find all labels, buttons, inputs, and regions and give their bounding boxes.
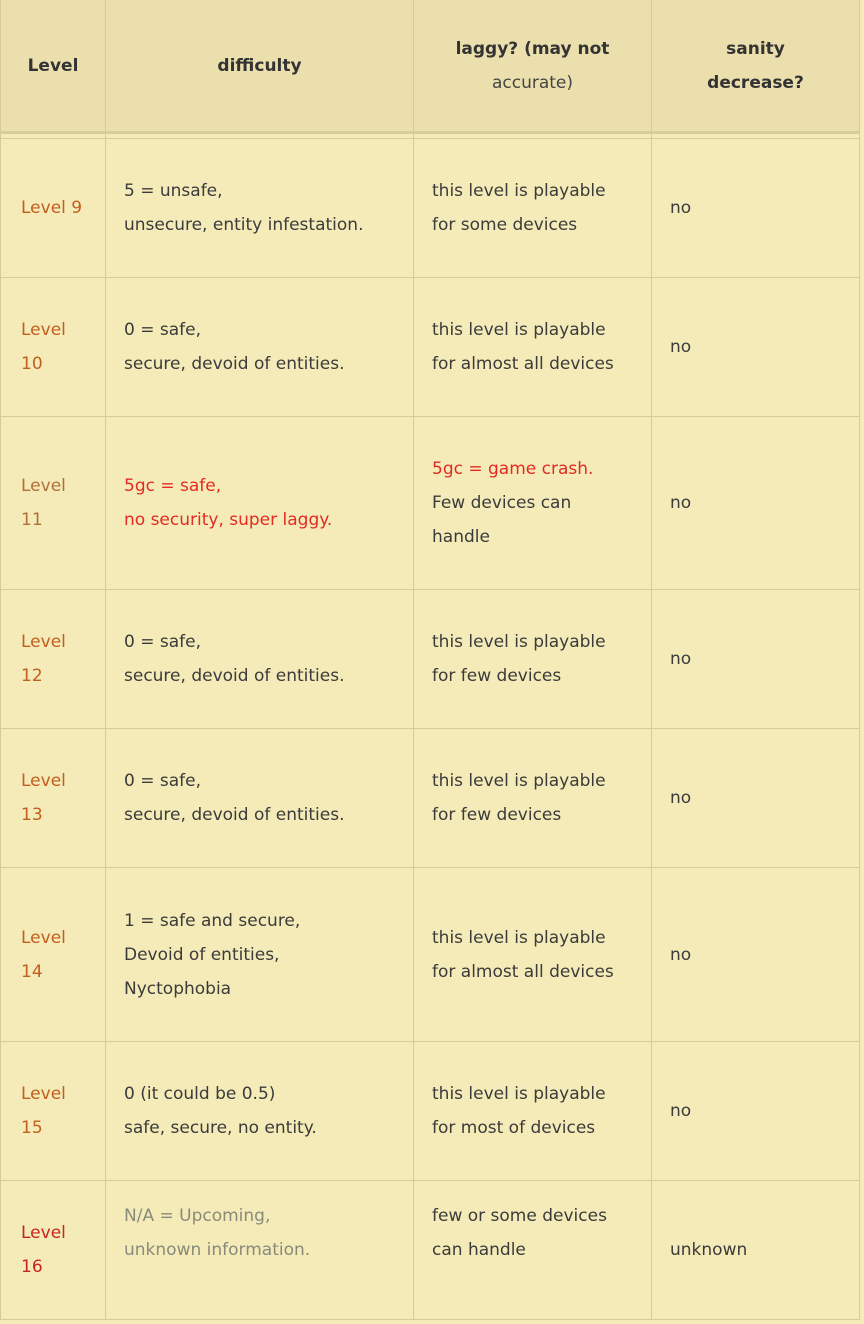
laggy-line: this level is playable <box>432 181 606 201</box>
laggy-line: Few devices can <box>432 493 572 513</box>
difficulty-cell <box>106 729 414 868</box>
laggy-line: this level is playable <box>432 1084 606 1104</box>
level-link-number[interactable]: 13 <box>21 805 43 825</box>
difficulty-cell <box>106 417 414 590</box>
sanity-cell: no <box>652 417 860 590</box>
level-link-number[interactable]: 15 <box>21 1118 43 1138</box>
level-link-number[interactable]: 11 <box>21 510 43 530</box>
difficulty-line: 0 = safe, <box>124 632 201 652</box>
difficulty-cell <box>106 1181 414 1320</box>
difficulty-line: 5 = unsafe, <box>124 181 223 201</box>
laggy-cell <box>414 729 652 868</box>
difficulty-line-warning: no security, super laggy. <box>124 510 333 530</box>
difficulty-cell <box>106 278 414 417</box>
level-link-label[interactable]: Level <box>21 320 66 340</box>
level-link[interactable] <box>1 729 106 868</box>
laggy-line: this level is playable <box>432 632 606 652</box>
level-link[interactable] <box>1 1181 106 1320</box>
table-row <box>1 729 860 868</box>
laggy-cell <box>414 278 652 417</box>
difficulty-line: Nyctophobia <box>124 978 232 999</box>
header-level: Level <box>1 0 106 133</box>
sanity-cell: no <box>652 139 860 278</box>
laggy-line: handle <box>432 527 490 547</box>
header-laggy <box>414 0 652 133</box>
laggy-line: for few devices <box>432 805 562 825</box>
difficulty-line: safe, secure, no entity. <box>124 1118 317 1138</box>
laggy-line-warning: 5gc = game crash. <box>432 459 594 479</box>
level-link[interactable] <box>1 139 106 278</box>
difficulty-line: secure, devoid of entities. <box>124 354 345 374</box>
difficulty-line-muted: unknown information. <box>124 1240 311 1260</box>
header-sanity <box>652 0 860 133</box>
sanity-cell: no <box>652 1042 860 1181</box>
level-link[interactable] <box>1 868 106 1042</box>
table-row <box>1 1042 860 1181</box>
header-sanity-line2: decrease? <box>707 72 804 93</box>
level-link-label[interactable]: Level <box>21 632 66 652</box>
laggy-line: for few devices <box>432 666 562 686</box>
difficulty-line: secure, devoid of entities. <box>124 805 345 825</box>
level-link-number[interactable]: 14 <box>21 961 43 982</box>
level-link[interactable] <box>1 278 106 417</box>
laggy-line: this level is playable <box>432 927 606 948</box>
laggy-line: for almost all devices <box>432 354 614 374</box>
table-row <box>1 868 860 1042</box>
table-row <box>1 1181 860 1320</box>
table-row <box>1 417 860 590</box>
sanity-cell: no <box>652 868 860 1042</box>
laggy-cell <box>414 590 652 729</box>
level-link[interactable] <box>1 417 106 590</box>
header-difficulty: difficulty <box>106 0 414 133</box>
level-link-label[interactable]: Level 9 <box>21 198 83 218</box>
difficulty-line: secure, devoid of entities. <box>124 666 345 686</box>
laggy-cell <box>414 1042 652 1181</box>
header-laggy-light: accurate) <box>491 72 574 93</box>
header-sanity-line1: sanity <box>726 38 785 59</box>
laggy-cell <box>414 417 652 590</box>
header-laggy-bold: laggy? (may not <box>455 38 610 59</box>
level-link-number[interactable]: 16 <box>21 1257 43 1277</box>
level-link[interactable] <box>1 590 106 729</box>
level-link-label[interactable]: Level <box>21 476 66 496</box>
level-link[interactable] <box>1 1042 106 1181</box>
laggy-line: this level is playable <box>432 771 606 791</box>
laggy-line: this level is playable <box>432 320 606 340</box>
difficulty-cell <box>106 590 414 729</box>
level-link-label[interactable]: Level <box>21 1084 66 1104</box>
laggy-line: for some devices <box>432 215 578 235</box>
table-row <box>1 278 860 417</box>
difficulty-line: 1 = safe and secure, <box>124 910 301 931</box>
laggy-line: can handle <box>432 1240 526 1260</box>
level-link-number[interactable]: 12 <box>21 666 43 686</box>
difficulty-line: Devoid of entities, <box>124 944 280 965</box>
sanity-cell: unknown <box>652 1181 860 1320</box>
sanity-cell: no <box>652 729 860 868</box>
difficulty-line: unsecure, entity infestation. <box>124 215 364 235</box>
difficulty-line: 0 = safe, <box>124 771 201 791</box>
level-link-label[interactable]: Level <box>21 771 66 791</box>
laggy-line: few or some devices <box>432 1206 607 1226</box>
level-link-number[interactable]: 10 <box>21 354 43 374</box>
difficulty-cell <box>106 868 414 1042</box>
laggy-cell <box>414 868 652 1042</box>
difficulty-line-warning: 5gc = safe, <box>124 476 222 496</box>
sanity-cell: no <box>652 278 860 417</box>
difficulty-line: 0 (it could be 0.5) <box>124 1084 276 1104</box>
table-row <box>1 139 860 278</box>
difficulty-line-muted: N/A = Upcoming, <box>124 1206 271 1226</box>
difficulty-cell <box>106 1042 414 1181</box>
difficulty-line: 0 = safe, <box>124 320 201 340</box>
laggy-cell <box>414 139 652 278</box>
level-link-label[interactable]: Level <box>21 1223 66 1243</box>
table-header-row <box>1 0 860 133</box>
laggy-cell <box>414 1181 652 1320</box>
sanity-cell: no <box>652 590 860 729</box>
difficulty-cell <box>106 139 414 278</box>
table-row <box>1 590 860 729</box>
laggy-line: for most of devices <box>432 1118 596 1138</box>
level-link-label[interactable]: Level <box>21 927 66 948</box>
laggy-line: for almost all devices <box>432 961 614 982</box>
